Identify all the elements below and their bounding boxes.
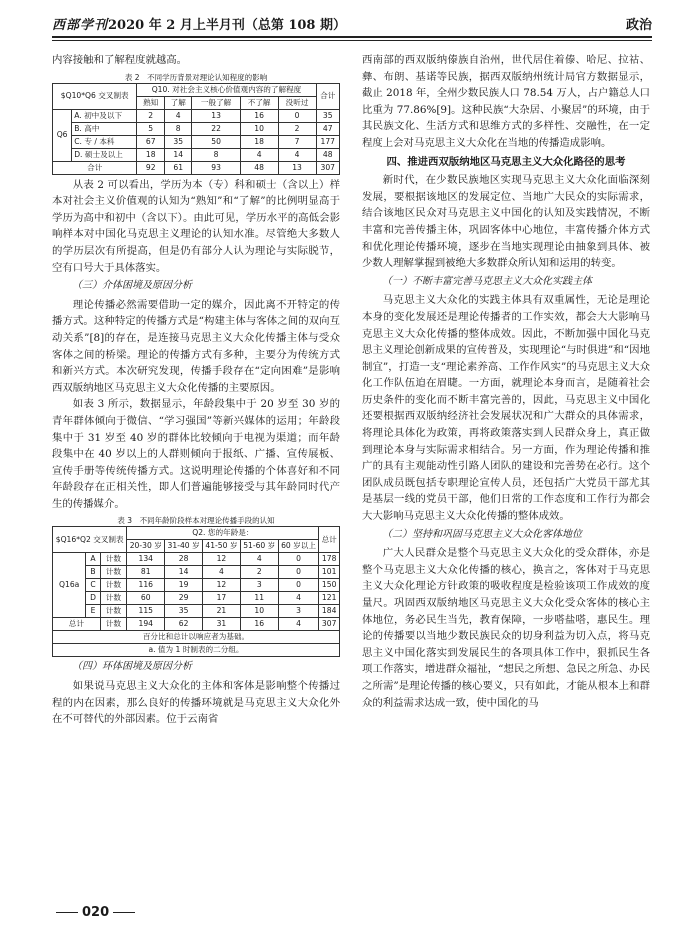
cell: 17 <box>203 592 241 605</box>
paragraph: 理论传播必然需要借助一定的媒介，因此离不开特定的传播方式。这种特定的传播方式是“构建主体与客体之间的双向互动关系”[8]的存在，是连接马克思主义大众化传播主体与受众客体之间的桥梁。理论的传播方式有多种，主要分为传统方式和新兴方式。本次研究发现，传播手段存在“定向困难”是影响西双版纳地区马克思主义大众化传播的主要原因。 <box>52 298 340 394</box>
paragraph: 从表 2 可以看出，学历为本（专）科和硕士（含以上）样本对社会主义价值观的认知为“熟知”和“了解”的比例明显高于学历为高中和初中（含以下）。由此可见，学历水平的高低会影响样本对中国化马克思主义理论的认知水准。尽管绝大多数人的学历层次有所提高，但是仍有部分人认为理论与实际脱节，空有口号大于具体落实。 <box>52 178 340 274</box>
row-label: B. 高中 <box>72 122 137 135</box>
cell: 14 <box>165 566 203 579</box>
cell: 2 <box>240 566 278 579</box>
row-label: A <box>86 553 100 566</box>
cell: 3 <box>278 605 319 618</box>
cell: 2 <box>278 122 316 135</box>
cell: 150 <box>319 579 340 592</box>
journal-title <box>52 14 346 33</box>
stat-label: 计数 <box>100 618 127 631</box>
cell: 101 <box>319 566 340 579</box>
cell: 4 <box>278 618 319 631</box>
journal-issue: 2020 年 2 月上半月刊（总第 108 期） <box>108 18 347 33</box>
cell: 4 <box>240 553 278 566</box>
stat-label: 计数 <box>100 553 127 566</box>
table3-col-header: 51-60 岁 <box>240 540 278 553</box>
total-label: 合计 <box>53 161 137 174</box>
subheading: （一）不断丰富完善马克思主义大众化实践主体 <box>382 275 592 287</box>
cell: 8 <box>192 148 240 161</box>
table-row <box>53 122 340 135</box>
cell: 19 <box>165 579 203 592</box>
cell: 16 <box>240 618 278 631</box>
table-row <box>53 553 340 566</box>
subheading: （二）坚持和巩固马克思主义大众化客体地位 <box>382 528 582 540</box>
table-total-row <box>53 161 340 174</box>
table-row <box>53 109 340 122</box>
paragraph: 马克思主义大众化的实践主体具有双重属性，无论是理论本身的变化发展还是理论传播者的工作实效，都会大大影响马克思主义大众化传播的整体成效。因此，不断加强中国化马克思主义理论创新成果的宣传普及，实现理论“与时俱进”和“因地制宜”，打造一支“理论素养高、工作作风实”的马克思主义大众化工作队伍迫在眉睫。一方面，就理论本身而言，是随着社会历史条件的变化而不断丰富完善的，因此，马克思主义中国化还要根据西双版纳经济社会发展状况和广大群众的具体需求，将理论具体化为政策，再将政策落实到人民群众身上，真正做到理论本身与实际需求相结合。另一方面，作为理论传播和推广的具有主观能动性引路人团队的建设和完善势在必行。这个团队成员既包括专职理论宣传人员，还包括广大党员干部尤其是基层一线的党员干部，他们日常的工作态度和工作行为都会大大影响马克思主义大众化传播的整体成效。 <box>362 294 650 523</box>
table-row <box>53 579 340 592</box>
cell: 18 <box>137 148 165 161</box>
page-header <box>52 14 652 38</box>
table3-col-header: 60 岁以上 <box>278 540 319 553</box>
row-label: C. 专 / 本科 <box>72 135 137 148</box>
cell: 62 <box>165 618 203 631</box>
table3-note: 百分比和总计以响应者为基础。 <box>53 631 340 644</box>
cell: 61 <box>164 161 192 174</box>
row-label: D <box>86 592 100 605</box>
cell: 28 <box>165 553 203 566</box>
cell: 35 <box>316 109 339 122</box>
cell: 4 <box>240 148 278 161</box>
left-column <box>52 52 340 728</box>
cell: 116 <box>127 579 165 592</box>
section-label: 政治 <box>625 18 652 33</box>
paragraph: 如果说马克思主义大众化的主体和客体是影响整个传播过程的内在因素，那么良好的传播环境就是马克思主义大众化外在不可替代的外部因素。位于云南省 <box>52 680 340 726</box>
table-row <box>53 605 340 618</box>
cell: 29 <box>165 592 203 605</box>
table3-note: a. 值为 1 时制表的二分组。 <box>53 644 340 657</box>
page-footer <box>52 905 139 920</box>
cell: 0 <box>278 566 319 579</box>
cell: 0 <box>278 579 319 592</box>
cell: 21 <box>203 605 241 618</box>
table2-col-header: 没听过 <box>278 96 316 109</box>
cell: 12 <box>203 579 241 592</box>
table2-corner: $Q10*Q6 交叉制表 <box>53 83 137 109</box>
cell: 177 <box>316 135 339 148</box>
table3-col-header: 41-50 岁 <box>203 540 241 553</box>
footer-rule <box>113 912 135 913</box>
subheading: （四）环体困境及原因分析 <box>72 661 192 673</box>
table2 <box>52 83 340 175</box>
table3-col-header: 20-30 岁 <box>127 540 165 553</box>
cell: 48 <box>316 148 339 161</box>
table2-col-header: 不了解 <box>240 96 278 109</box>
cell: 35 <box>165 605 203 618</box>
cell: 3 <box>240 579 278 592</box>
cell: 121 <box>319 592 340 605</box>
page-number: 020 <box>82 905 110 920</box>
cell: 18 <box>240 135 278 148</box>
cell: 31 <box>203 618 241 631</box>
stat-label: 计数 <box>100 566 127 579</box>
section-heading: 四、推进西双版纳地区马克思主义大众化路径的思考 <box>386 155 626 168</box>
cell: 7 <box>278 135 316 148</box>
cell: 4 <box>278 592 319 605</box>
cell: 13 <box>278 161 316 174</box>
cell: 60 <box>127 592 165 605</box>
stat-label: 计数 <box>100 579 127 592</box>
cell: 4 <box>164 109 192 122</box>
table3-total-header: 总计 <box>319 527 340 553</box>
table2-col-header: 一般了解 <box>192 96 240 109</box>
table2-col-header: 了解 <box>164 96 192 109</box>
cell: 178 <box>319 553 340 566</box>
cell: 307 <box>316 161 339 174</box>
paragraph: 西南部的西双版纳傣族自治州，世代居住着傣、哈尼、拉祜、彝、布朗、基诺等民族，据西双版纳州统计局官方数据显示，截止 2018 年，全州少数民族人口 78.54 万人，占户籍总人口比重为 77.86%[9]。这种民族“大杂居、小聚居”的环境，由于其民族文化、生活方式和思维方式的多样性、交融性，在一定程度上会对马克思主义大众化在当地的传播造成影响。 <box>362 54 650 149</box>
footer-rule <box>56 912 78 913</box>
cell: 184 <box>319 605 340 618</box>
paragraph: 广大人民群众是整个马克思主义大众化的受众群体，亦是整个马克思主义大众化传播的核心，换言之，客体对于马克思主义大众化理论方针政策的吸收程度是检验该项工作成效的度量尺。巩固西双版纳地区马克思主义大众化受众客体的核心主体地位，务必民生当先，教育保障，一步嗒盐嗒，惠民生。理论的传播要以当地少数民族民众的切身利益为切入点，将马克思主义中国化落实到发展民生的各项具体工作中，狠抓民生各项工作落实，增进群众福祉，“想民之所想、急民之所急、办民之所需”是理论传播的核心要义，只有如此，才能从根本上和群众的利益需求达成一致，使中国化的马 <box>362 547 650 709</box>
cell: 134 <box>127 553 165 566</box>
table2-group-header: Q10. 对社会主义核心价值观内容的了解程度 <box>137 83 316 96</box>
cell: 307 <box>319 618 340 631</box>
journal-logo: 西部学刊 <box>52 18 109 33</box>
row-label: A. 初中及以下 <box>72 109 137 122</box>
cell: 2 <box>137 109 165 122</box>
cell: 11 <box>240 592 278 605</box>
table3 <box>52 526 340 657</box>
cell: 12 <box>203 553 241 566</box>
row-label: C <box>86 579 100 592</box>
cell: 0 <box>278 109 316 122</box>
cell: 10 <box>240 605 278 618</box>
table3-row-var: Q16a <box>53 553 86 618</box>
table2-total-header: 合计 <box>316 83 339 109</box>
cell: 81 <box>127 566 165 579</box>
cell: 115 <box>127 605 165 618</box>
table2-col-header: 熟知 <box>137 96 165 109</box>
paragraph: 新时代，在少数民族地区实现马克思主义大众化面临深刻发展，要根据该地区的发展定位、当地广大民众的实际需求，结合该地区民众对马克思主义中国化的认知及实践情况，不断丰富和完善传播主体，巩固客体中心地位，丰富传播介体方式和优化理论传播环境，逐步在当地实现理论由抽象到具体、被少数人理解掌握到被绝大多数群众所认知和运用的转变。 <box>362 174 650 270</box>
table-row <box>53 148 340 161</box>
subheading: （三）介体困境及原因分析 <box>72 280 192 292</box>
cell: 194 <box>127 618 165 631</box>
cell: 4 <box>278 148 316 161</box>
stat-label: 计数 <box>100 592 127 605</box>
cell: 93 <box>192 161 240 174</box>
paragraph: 如表 3 所示，数据显示，年龄段集中于 20 岁至 30 岁的青年群体倾向于微信、“学习强国”等新兴媒体的运用；年龄段集中于 31 岁至 40 岁的群体比较倾向于电视为渠道；而年龄段集中在 40 岁以上的人群则倾向于报纸、广播、宣传展板、宣传手册等传统传播方式。这说明理论传播的个体喜好和不同年龄段存在正相关性，即人们普遍能够接受与其年龄同时代产生的传播媒介。 <box>52 398 340 510</box>
cell: 8 <box>164 122 192 135</box>
row-label: E <box>86 605 100 618</box>
table2-caption: 表 2 不同学历背景对理论认知程度的影响 <box>124 72 268 82</box>
table-row <box>53 135 340 148</box>
total-label: 总计 <box>53 618 101 631</box>
cell: 92 <box>137 161 165 174</box>
cell: 13 <box>192 109 240 122</box>
row-label: D. 硕士及以上 <box>72 148 137 161</box>
table-total-row <box>53 618 340 631</box>
table-row <box>53 566 340 579</box>
cell: 4 <box>203 566 241 579</box>
table-row <box>53 592 340 605</box>
cell: 50 <box>192 135 240 148</box>
cell: 10 <box>240 122 278 135</box>
cell: 47 <box>316 122 339 135</box>
cell: 16 <box>240 109 278 122</box>
row-label: B <box>86 566 100 579</box>
cell: 22 <box>192 122 240 135</box>
cell: 0 <box>278 553 319 566</box>
cell: 35 <box>164 135 192 148</box>
stat-label: 计数 <box>100 605 127 618</box>
table2-row-var: Q6 <box>53 109 72 161</box>
cell: 48 <box>240 161 278 174</box>
header-rule-thin <box>52 40 652 41</box>
table3-group-header: Q2. 您的年龄是： <box>127 527 319 540</box>
right-column <box>362 52 650 711</box>
table3-corner: $Q16*Q2 交叉制表 <box>53 527 127 553</box>
table3-col-header: 31-40 岁 <box>165 540 203 553</box>
header-rule <box>52 36 652 38</box>
paragraph: 内容接触和了解程度就越高。 <box>52 54 188 66</box>
cell: 14 <box>164 148 192 161</box>
cell: 5 <box>137 122 165 135</box>
table3-caption: 表 3 不同年龄阶段样本对理论传播手段的认知 <box>117 516 275 526</box>
cell: 67 <box>137 135 165 148</box>
